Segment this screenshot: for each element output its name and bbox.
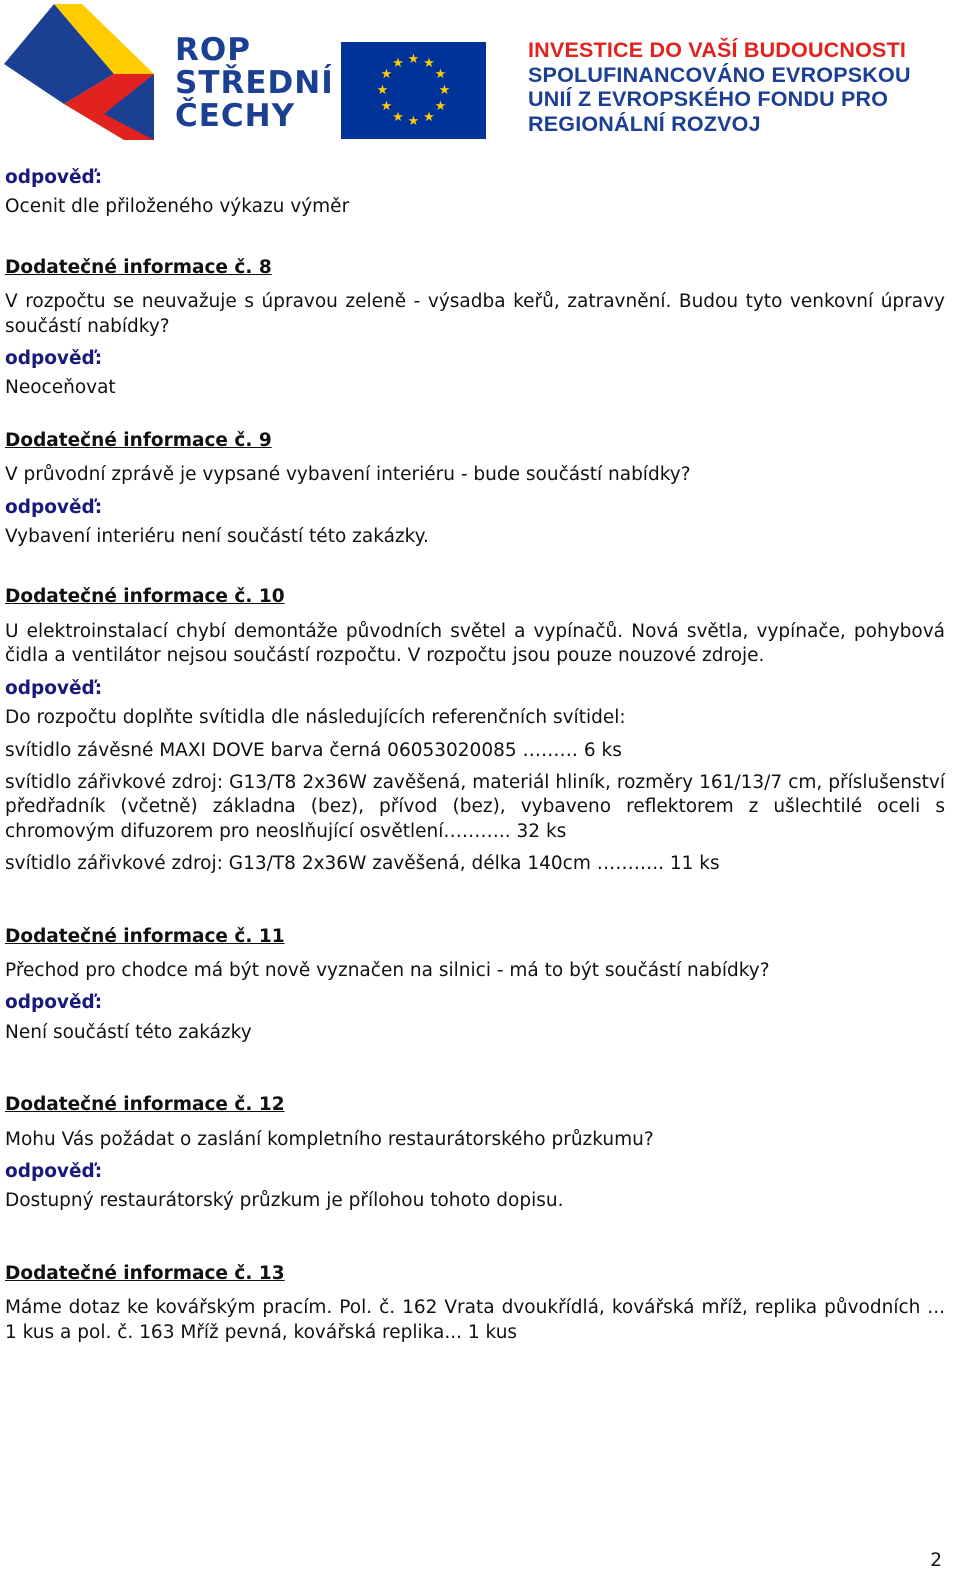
svg-text:★: ★ [392,56,404,71]
eu-flag-icon [341,42,486,139]
svg-text:★: ★ [434,99,447,114]
eu-funding-text: INVESTICE DO VAŠÍ BUDOUCNOSTI SPOLUFINANCOVÁNO EVROPSKOU UNIÍ Z EVROPSKÉHO FONDU PRO REGIONÁLNÍ ROZVOJ [528,38,911,137]
answer-label: odpověď: [5,348,103,370]
answer-label: odpověď: [5,167,103,188]
answer-text: Dostupný restaurátorský průzkum je přílohou tohoto dopisu. [5,1190,564,1212]
question-text: Mohu Vás požádat o zaslání kompletního restaurátorského průzkumu? [5,1128,654,1150]
svg-text:★: ★ [407,114,420,129]
page-header [0,0,960,150]
document-body [5,166,945,1353]
svg-text:★: ★ [376,83,389,98]
answer-text: Neoceňovat [5,377,116,399]
rop-logo-text: ROP STŘEDNÍ ČECHY [175,32,334,134]
rop-stredni-cechy-logo [4,4,164,140]
question-text: Přechod pro chodce má být nově vyznačen na silnici - má to být součástí nabídky? [5,959,770,981]
svg-text:★: ★ [392,110,404,125]
answer-line: svítidlo závěsné MAXI DOVE barva černá 06053020085 ……… 6 ks [5,739,622,761]
svg-text:★: ★ [380,67,393,82]
svg-text:★: ★ [438,83,451,98]
question-text: V rozpočtu se neuvažuje s úpravou zeleně - výsadba keřů, zatravnění. Budou tyto venkovní úpravy součástí nabídky? [5,291,945,337]
svg-text:★: ★ [380,99,393,114]
answer-label: odpověď: [5,496,103,518]
section-heading: Dodatečné informace č. 8 [5,256,272,278]
answer-label: odpověď: [5,1160,103,1182]
answer-text: Vybavení interiéru není součástí této zakázky. [5,526,429,548]
section-heading: Dodatečné informace č. 13 [5,1262,285,1284]
section-heading: Dodatečné informace č. 11 [5,925,285,947]
section-heading: Dodatečné informace č. 12 [5,1094,285,1116]
page-number: 2 [930,1550,942,1571]
answer-text: Ocenit dle přiloženého výkazu výměr [5,196,350,218]
answer-line: svítidlo zářivkové zdroj: G13/T8 2x36W zavěšená, délka 140cm ……….. 11 ks [5,853,720,875]
svg-text:★: ★ [407,52,420,67]
answer-line: svítidlo zářivkové zdroj: G13/T8 2x36W zavěšená, materiál hliník, rozměry 161/13/7 cm, příslušenství předřadník (včetně) základna (bez), přívod (bez), vybaveno reflektorem z ušlechtilé oceli s chromovým difuzorem pro neoslňující osvětlení……….. 32 ks [5,771,945,842]
svg-text:★: ★ [423,56,435,71]
answer-label: odpověď: [5,677,103,699]
question-text: U elektroinstalací chybí demontáže původních světel a vypínačů. Nová světla, vypínače, pohybová čidla a ventilátor nejsou součástí rozpočtu. V rozpočtu jsou pouze nouzové zdroje. [5,620,945,667]
svg-text:★: ★ [423,110,435,125]
question-text: Máme dotaz ke kovářským pracím. Pol. č. 162 Vrata dvoukřídlá, kovářská mříž, replika původních ... 1 kus a pol. č. 163 Mříž pevná, kovářská replika... 1 kus [5,1297,945,1343]
answer-line: Do rozpočtu doplňte svítidla dle následujících referenčních svítidel: [5,707,626,729]
question-text: V průvodní zprávě je vypsané vybavení interiéru - bude součástí nabídky? [5,464,691,486]
section-heading: Dodatečné informace č. 10 [5,586,285,608]
answer-text: Není součástí této zakázky [5,1021,252,1043]
section-heading: Dodatečné informace č. 9 [5,429,272,451]
svg-text:★: ★ [434,67,447,82]
answer-label: odpověď: [5,992,103,1014]
